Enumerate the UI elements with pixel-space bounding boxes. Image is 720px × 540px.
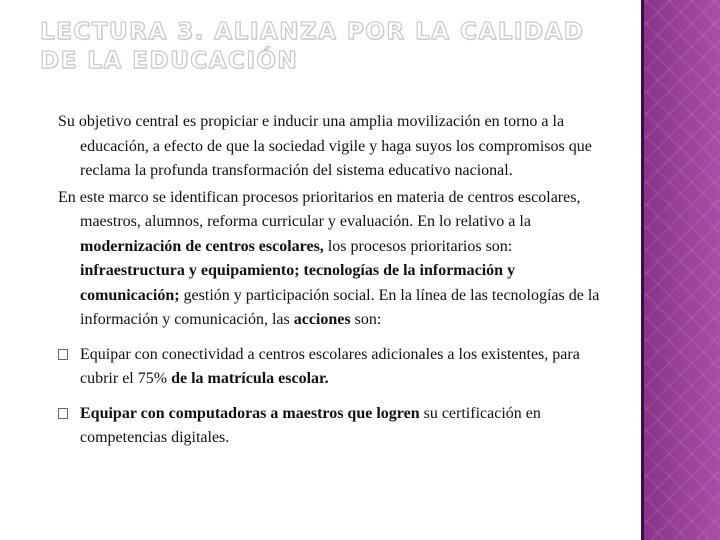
bold-text: de la matrícula escolar. bbox=[171, 370, 329, 387]
paragraph-processes bbox=[58, 186, 618, 333]
decorative-sidebar bbox=[641, 0, 720, 540]
square-bullet-icon bbox=[58, 408, 68, 419]
paragraph-text: son: bbox=[350, 311, 382, 328]
paragraph-text: los procesos prioritarios son: bbox=[323, 237, 513, 255]
bold-text: infraestructura y equipamiento; tecnologías de la información y comunicación; bbox=[80, 262, 516, 304]
bullet-text: su certificación en competencias digitales. bbox=[80, 404, 541, 446]
bold-text: modernización de centros escolares, bbox=[80, 237, 324, 255]
bullet-text: Equipar con conectividad a centros escolares adicionales a los existentes, para cubrir el 75% bbox=[80, 345, 580, 387]
bullet-item-computers bbox=[58, 402, 618, 451]
bold-text: acciones bbox=[293, 311, 351, 328]
sidebar-edge bbox=[641, 0, 644, 540]
paragraph-objective: Su objetivo central es propiciar e inducir una amplia movilización en torno a la educación, a efecto de que la sociedad vigile y haga suyos los compromisos que reclama la profunda transformación del sistema educativo nacional. bbox=[58, 113, 592, 179]
bullet-item-connectivity bbox=[58, 343, 618, 392]
bold-text: Equipar con computadoras a maestros que logren bbox=[80, 404, 420, 422]
slide-title: LECTURA 3. ALIANZA POR LA CALIDAD DE LA EDUCACIÓN bbox=[40, 19, 585, 74]
paragraph-text: gestión y participación social. En la línea de las tecnologías de la información y comunicación, las bbox=[80, 286, 600, 328]
paragraph-text: En este marco se identifican procesos prioritarios en materia de centros escolares, maestros, alumnos, reforma curricular y evaluación. En lo relativo a la bbox=[58, 188, 581, 230]
square-bullet-icon bbox=[58, 349, 68, 360]
slide-body bbox=[58, 110, 618, 451]
